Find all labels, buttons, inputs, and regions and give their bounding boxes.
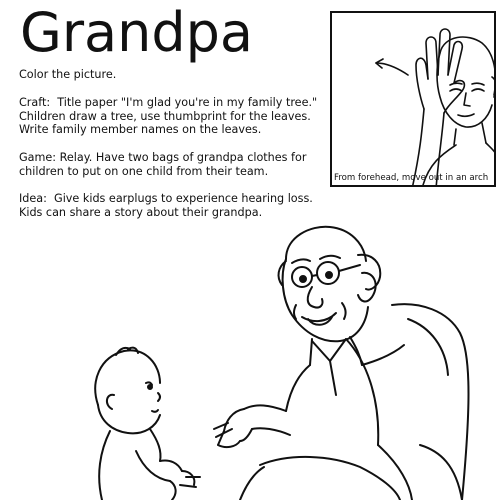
instruction-line: Color the picture.: [19, 68, 117, 81]
sign-illustration-box: [330, 11, 496, 187]
craft-line: Children draw a tree, use thumbprint for the leaves.: [19, 109, 311, 123]
game-line: Game: Relay. Have two bags of grandpa clothes for: [19, 151, 307, 164]
page-title: Grandpa: [20, 1, 254, 64]
craft-section: [19, 96, 319, 137]
sign-language-illustration: [332, 13, 496, 187]
game-section: [19, 151, 319, 178]
game-line: children to put on one child from their team.: [19, 164, 269, 178]
instruction-text: [19, 68, 319, 82]
craft-line: Craft: Title paper "I'm glad you're in my family tree.": [19, 96, 318, 109]
idea-line: Kids can share a story about their grandpa.: [19, 205, 263, 219]
idea-line: Idea: Give kids earplugs to experience hearing loss.: [19, 192, 313, 205]
coloring-picture: [0, 215, 500, 500]
craft-line: Write family member names on the leaves.: [19, 123, 262, 137]
sign-caption: From forehead, move out in an arch: [334, 173, 489, 183]
grandpa-baby-illustration: [0, 215, 500, 500]
